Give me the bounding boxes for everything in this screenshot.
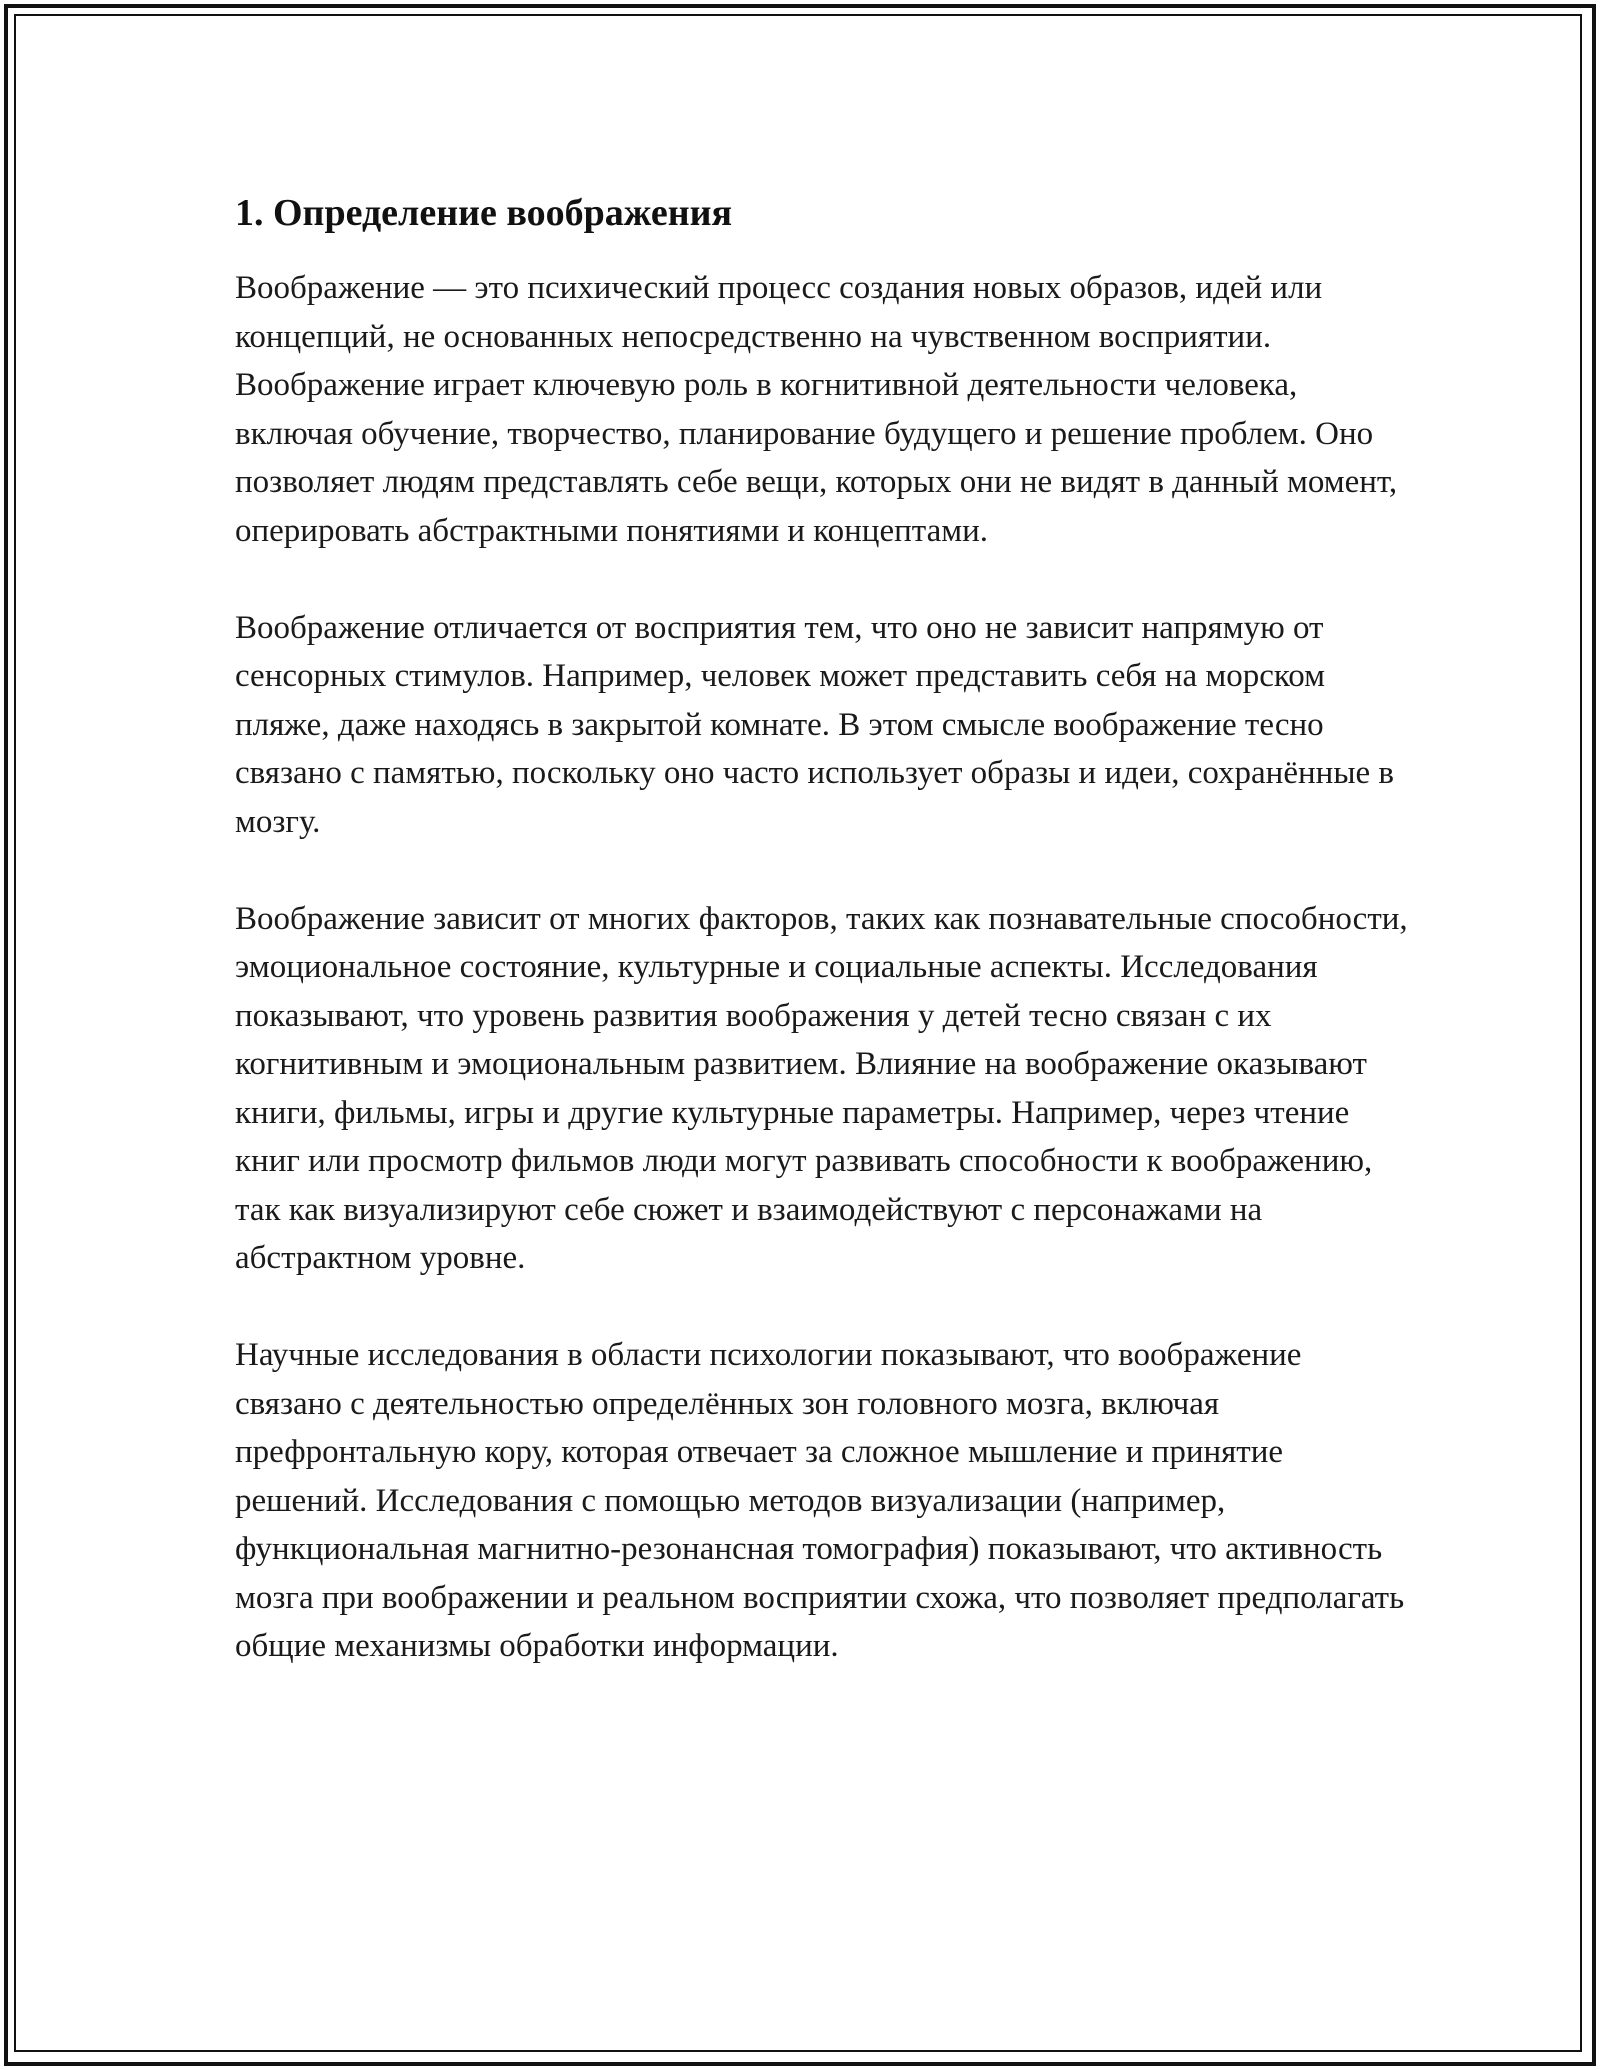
document-body xyxy=(235,188,1415,1671)
paragraph-2: Воображение отличается от восприятия тем, что оно не зависит напрямую от сенсорных стимулов. Например, человек может представить себя на морском пляже, даже находясь в закрытой комнате. В этом смысле воображение тесно связано с памятью, поскольку оно часто использует образы и идеи, сохранённые в мозгу. xyxy=(235,609,1394,840)
section-heading: 1. Определение воображения xyxy=(235,192,733,234)
paragraph-4: Научные исследования в области психологии показывают, что воображение связано с деятельностью определённых зон головного мозга, включая префронтальную кору, которая отвечает за сложное мышление и принятие решений. Исследования с помощью методов визуализации (например, функциональная магнитно-резонансная томография) показывают, что активность мозга при воображении и реальном восприятии схожа, что позволяет предполагать общие механизмы обработки информации. xyxy=(235,1337,1405,1664)
paragraph-3: Воображение зависит от многих факторов, таких как познавательные способности, эмоциональное состояние, культурные и социальные аспекты. Исследования показывают, что уровень развития воображения у детей тесно связан с их когнитивным и эмоциональным развитием. Влияние на воображение оказывают книги, фильмы, игры и другие культурные параметры. Например, через чтение книг или просмотр фильмов люди могут развивать способности к воображению, так как визуализируют себе сюжет и взаимодействуют с персонажами на абстрактном уровне. xyxy=(235,900,1408,1276)
paragraph-1: Воображение — это психический процесс создания новых образов, идей или концепций, не основанных непосредственно на чувственном восприятии. Воображение играет ключевую роль в когнитивной деятельности человека, включая обучение, творчество, планирование будущего и решение проблем. Оно позволяет людям представлять себе вещи, которых они не видят в данный момент, оперировать абстрактными понятиями и концептами. xyxy=(235,270,1398,549)
